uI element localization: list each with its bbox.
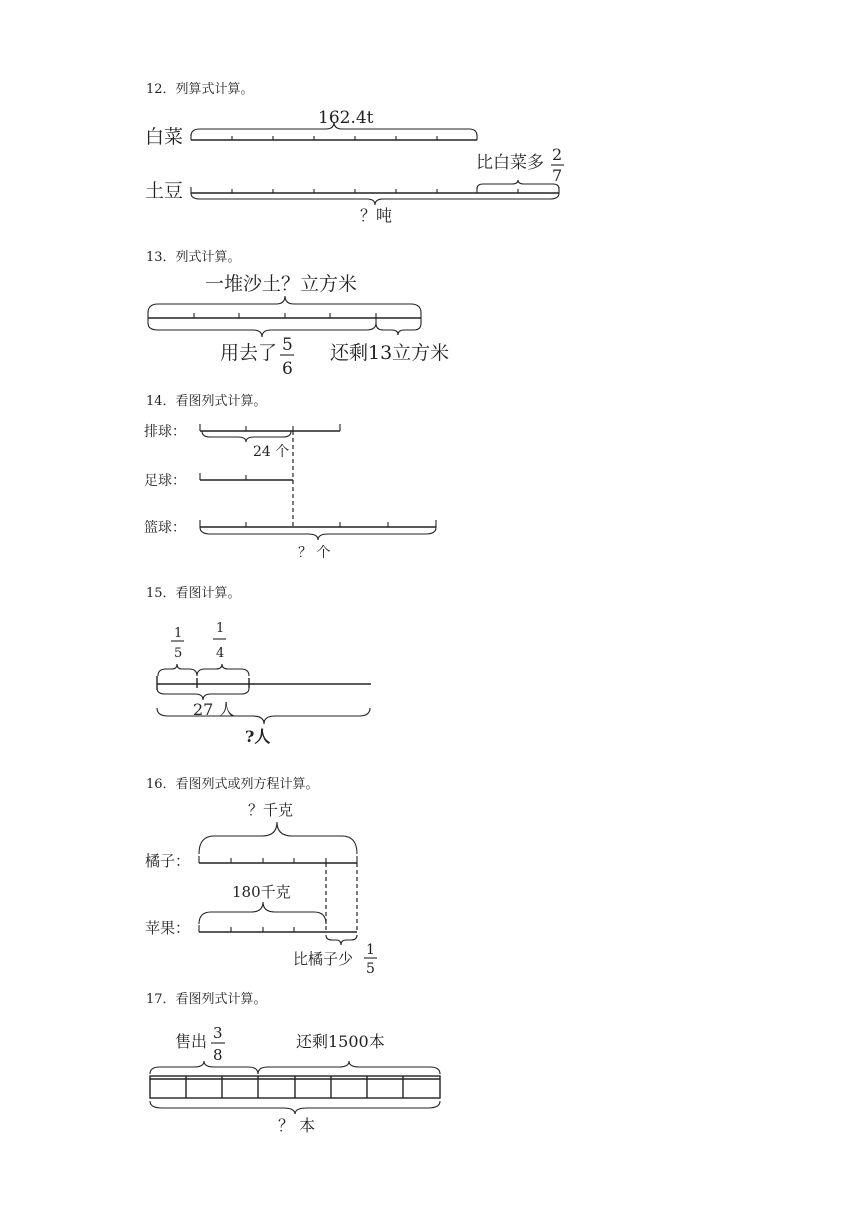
pile-text: 一堆沙土？立方米 <box>205 273 358 295</box>
football-label: 足球： <box>144 473 186 489</box>
q17-total-brace <box>150 1101 440 1114</box>
q14-title: 14．看图列式计算。 <box>146 394 267 409</box>
remain-1500-text: 还剩1500本 <box>296 1032 385 1051</box>
used-frac-den: 6 <box>282 359 293 379</box>
volleyball-label: 排球： <box>144 424 186 440</box>
volleyball-value: 24 个 <box>253 444 290 460</box>
q17-title: 17．看图列式计算。 <box>146 992 267 1007</box>
more-frac-den: 7 <box>552 166 563 185</box>
q15-total-brace <box>157 708 370 724</box>
potato-total-brace <box>191 193 559 205</box>
more-frac-num: 2 <box>552 145 563 164</box>
apple-brace <box>199 902 326 924</box>
volleyball-ticks <box>200 424 340 431</box>
frac2-brace <box>197 664 249 676</box>
potato-ticks <box>191 187 559 193</box>
q16-diagram <box>145 801 377 977</box>
potato-label: 土豆 <box>145 180 184 202</box>
remain-text: 还剩13立方米 <box>330 342 450 364</box>
sold-brace <box>150 1061 258 1074</box>
q17-diagram <box>150 1024 440 1135</box>
q13-diagram <box>148 273 449 379</box>
frac1-num: 1 <box>174 626 183 641</box>
cabbage-label: 白菜 <box>145 126 184 148</box>
volleyball-brace <box>202 431 291 442</box>
frac2-num: 1 <box>216 621 225 636</box>
used-brace <box>148 323 376 337</box>
q13-title: 13．列式计算。 <box>146 250 241 265</box>
cabbage-value: 162.4t <box>318 108 374 128</box>
people-value: 27 人 <box>193 700 235 719</box>
basketball-ticks <box>200 520 436 527</box>
q15-ticks <box>157 676 249 690</box>
q14-diagram <box>144 423 436 561</box>
remain-brace-top <box>258 1061 440 1074</box>
people-brace <box>157 688 249 700</box>
used-text: 用去了 <box>220 342 278 364</box>
q17-total: ？ 本 <box>278 1116 316 1135</box>
frac1-brace <box>158 664 197 676</box>
apple-label: 苹果： <box>145 919 191 937</box>
less-text: 比橘子少 <box>293 950 354 968</box>
book-bar <box>150 1076 440 1098</box>
extra-brace <box>477 180 559 189</box>
cabbage-ticks <box>191 134 477 140</box>
less-brace <box>326 935 357 945</box>
used-frac-num: 5 <box>282 335 293 355</box>
q12-diagram <box>145 108 564 225</box>
cabbage-brace <box>191 122 477 136</box>
sold-frac-num: 3 <box>213 1024 223 1042</box>
football-ticks <box>200 473 246 480</box>
apple-ticks <box>199 925 294 932</box>
orange-label: 橘子： <box>145 852 191 870</box>
q15-diagram <box>157 621 371 746</box>
q12-title: 12．列算式计算。 <box>146 82 254 97</box>
less-frac-den: 5 <box>366 961 375 977</box>
potato-total: ？吨 <box>360 206 393 225</box>
q16-title: 16．看图列式或列方程计算。 <box>146 777 319 792</box>
more-text: 比白菜多 <box>476 153 544 173</box>
frac2-den: 4 <box>216 646 225 661</box>
frac1-den: 5 <box>174 646 183 661</box>
orange-brace <box>199 822 357 854</box>
q15-title: 15．看图计算。 <box>146 586 241 601</box>
q15-total: ?人 <box>245 727 271 746</box>
basketball-label: 篮球： <box>144 520 186 536</box>
sold-frac-den: 8 <box>213 1046 223 1064</box>
remain-brace <box>376 323 421 335</box>
orange-ticks <box>199 856 357 863</box>
less-frac-num: 1 <box>366 942 375 958</box>
basketball-value: ？ 个 <box>298 545 331 561</box>
pile-brace <box>148 296 421 313</box>
orange-total: ？千克 <box>248 801 294 819</box>
basketball-brace <box>200 527 436 540</box>
sold-text: 售出 <box>175 1032 208 1051</box>
apple-value: 180千克 <box>232 883 291 901</box>
